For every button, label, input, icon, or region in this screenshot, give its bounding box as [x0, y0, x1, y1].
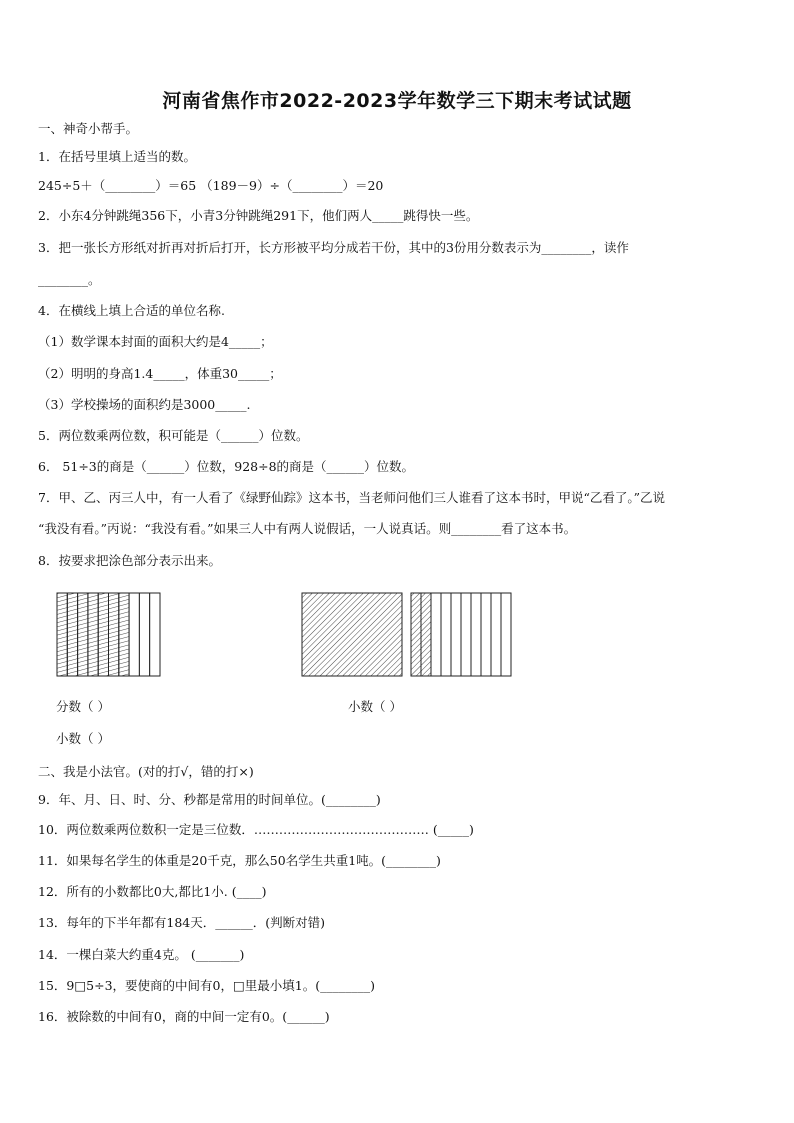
shaded-column	[88, 593, 98, 676]
question-12: 12．所有的小数都比0大,都比1小. (____)	[38, 884, 267, 899]
decimal-figure-whole-square	[302, 593, 402, 676]
empty-column	[431, 593, 441, 676]
section-1-heading: 一、神奇小帮手。	[38, 121, 139, 136]
question-4-part-2: （2）明明的身高1.4_____，体重30_____；	[38, 366, 282, 381]
question-4-part-3: （3）学校操场的面积约是3000_____.	[38, 397, 251, 412]
question-11: 11．如果每名学生的体重是20千克，那么50名学生共重1吨。(________)	[38, 853, 441, 868]
shaded-column	[109, 593, 119, 676]
question-16: 16．被除数的中间有0，商的中间一定有0。(______)	[38, 1009, 330, 1024]
empty-column	[481, 593, 491, 676]
question-13: 13．每年的下半年都有184天．______．(判断对错)	[38, 915, 326, 930]
question-9: 9．年、月、日、时、分、秒都是常用的时间单位。(________)	[38, 792, 381, 807]
question-1: 1．在括号里填上适当的数。	[38, 149, 196, 164]
empty-column	[471, 593, 481, 676]
question-15: 15．9□5÷3，要使商的中间有0，□里最小填1。(________)	[38, 978, 376, 993]
question-8: 8．按要求把涂色部分表示出来。	[38, 553, 221, 568]
question-5: 5．两位数乘两位数，积可能是（______）位数。	[38, 428, 309, 443]
decimal-figure-ten-columns	[411, 593, 511, 676]
empty-column	[501, 593, 511, 676]
question-14: 14．一棵白菜大约重4克。 (_______)	[38, 947, 245, 962]
shaded-column	[67, 593, 77, 676]
page-title: 河南省焦作市2022-2023学年数学三下期末考试试题	[162, 90, 632, 112]
empty-column	[139, 593, 149, 676]
question-7-line-1: 7．甲、乙、丙三人中，有一人看了《绿野仙踪》这本书，当老师问他们三人谁看了这本书时，甲说“乙看了。”乙说	[38, 490, 665, 505]
question-10: 10．两位数乘两位数积一定是三位数．…………………………………… (_____)	[38, 822, 474, 837]
shaded-column	[119, 593, 129, 676]
question-4: 4．在横线上填上合适的单位名称.	[38, 303, 225, 318]
shaded-column	[411, 593, 421, 676]
empty-column	[441, 593, 451, 676]
figure-decimal-answer-right: 小数（ ）	[348, 699, 402, 714]
question-4-part-1: （1）数学课本封面的面积大约是4_____；	[38, 334, 273, 349]
shaded-column	[98, 593, 108, 676]
figure-fraction-answer: 分数（ ）	[56, 699, 110, 714]
question-2: 2．小东4分钟跳绳356下，小青3分钟跳绳291下，他们两人_____跳得快一些。	[38, 208, 479, 223]
empty-column	[150, 593, 160, 676]
shaded-column	[78, 593, 88, 676]
question-1-blanks: 245÷5＋（________）＝65 （189－9）÷（________）＝20	[38, 178, 384, 193]
question-7-line-2: “我没有看。”丙说：“我没有看。”如果三人中有两人说假话，一人说真话。则________看了这本书。	[38, 521, 577, 536]
empty-column	[129, 593, 139, 676]
shaded-column	[57, 593, 67, 676]
empty-column	[451, 593, 461, 676]
empty-column	[491, 593, 501, 676]
question-3-line-2: ________。	[38, 272, 101, 287]
question-3-line-1: 3．把一张长方形纸对折再对折后打开，长方形被平均分成若干份，其中的3份用分数表示为________，读作	[38, 240, 629, 255]
question-6: 6． 51÷3的商是（______）位数，928÷8的商是（______）位数。	[38, 459, 415, 474]
fraction-figure-ten-columns	[57, 593, 160, 676]
figure-decimal-answer-left: 小数（ ）	[56, 731, 110, 746]
section-2-heading: 二、我是小法官。(对的打√，错的打×)	[38, 764, 254, 779]
shaded-column	[421, 593, 431, 676]
shaded-whole-square	[302, 593, 402, 676]
empty-column	[461, 593, 471, 676]
